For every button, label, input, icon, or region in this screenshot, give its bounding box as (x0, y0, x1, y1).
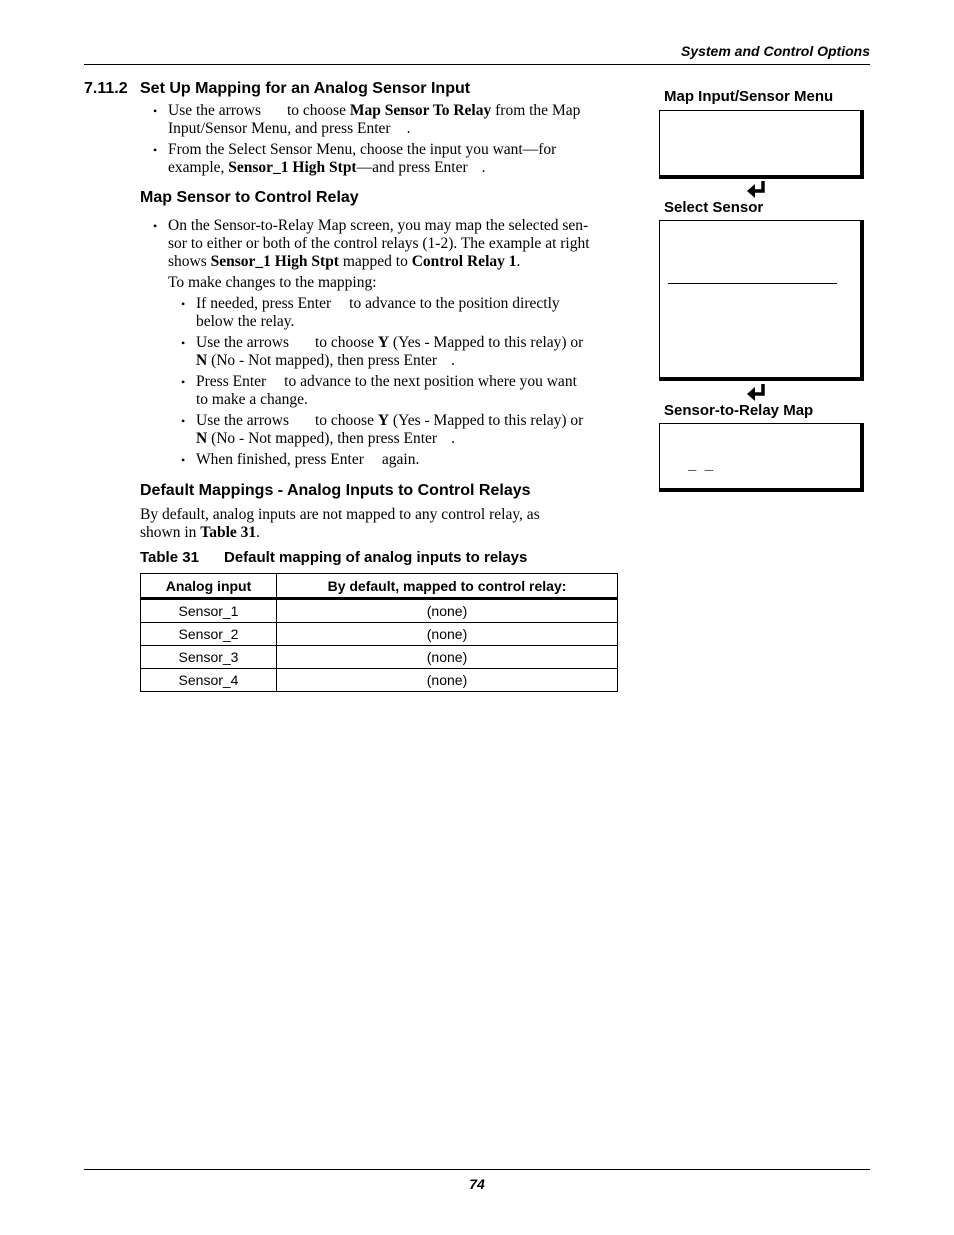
running-header: System and Control Options (680, 43, 870, 59)
section-bullet-list (140, 102, 660, 180)
section-title: Set Up Mapping for an Analog Sensor Input (140, 80, 471, 97)
table-header-row (141, 574, 618, 599)
list-item: • Press Enter to advance to the next position where you want to make a change. (168, 373, 658, 409)
table-cell: Sensor_3 (141, 646, 277, 669)
section-heading (84, 80, 470, 98)
table-number: Table 31 (140, 549, 199, 566)
enter-arrow-icon (746, 180, 768, 200)
selection-underline (668, 283, 837, 284)
list-item: • On the Sensor-to-Relay Map screen, you may map the selected sen- sor to either or both of the control relays (1-2). The example at right shows Sensor_1 High Stpt mapped to Control Relay 1. (140, 217, 660, 271)
column-header: By default, mapped to control relay: (277, 574, 618, 599)
table-cell: (none) (277, 669, 618, 692)
map-sensor-bullet-list (140, 217, 660, 274)
map-input-sensor-menu-label: Map Input/Sensor Menu (664, 88, 834, 105)
table-cell: (none) (277, 599, 618, 623)
footer-rule (84, 1169, 870, 1170)
enter-arrow-icon (746, 383, 768, 403)
page-number: 74 (469, 1176, 485, 1192)
table-caption (140, 549, 527, 566)
table-cell: Sensor_4 (141, 669, 277, 692)
list-item: • If needed, press Enter to advance to the position directly below the relay. (168, 295, 658, 331)
relay-position-markers: _ _ (688, 458, 714, 474)
table-row (141, 599, 618, 623)
map-input-sensor-menu-screen (659, 110, 864, 179)
table-title: Default mapping of analog inputs to relays (224, 549, 528, 566)
header-rule (84, 64, 870, 65)
table-cell: (none) (277, 623, 618, 646)
list-item: • Use the arrows to choose Y (Yes - Mapped to this relay) or N (No - Not mapped), then press Enter . (168, 412, 658, 448)
table-cell: Sensor_1 (141, 599, 277, 623)
table-cell: Sensor_2 (141, 623, 277, 646)
default-mappings-paragraph: By default, analog inputs are not mapped to any control relay, as shown in Table 31. (140, 506, 540, 541)
map-sensor-heading: Map Sensor to Control Relay (140, 189, 359, 206)
default-mappings-heading: Default Mappings - Analog Inputs to Control Relays (140, 482, 531, 499)
table-row (141, 669, 618, 692)
list-item: • When finished, press Enter again. (168, 451, 658, 469)
mapping-steps-list (168, 295, 658, 472)
select-sensor-label: Select Sensor (664, 199, 764, 216)
sensor-to-relay-map-label: Sensor-to-Relay Map (664, 402, 814, 419)
table-row (141, 646, 618, 669)
default-mapping-table (140, 573, 618, 692)
table-cell: (none) (277, 646, 618, 669)
list-item: • Use the arrows to choose Map Sensor To Relay from the Map Input/Sensor Menu, and press Enter . (140, 102, 660, 138)
sensor-to-relay-map-screen (659, 423, 864, 492)
select-sensor-screen (659, 220, 864, 381)
list-item: • From the Select Sensor Menu, choose the input you want—for example, Sensor_1 High Stpt—and press Enter . (140, 141, 660, 177)
column-header: Analog input (141, 574, 277, 599)
table-row (141, 623, 618, 646)
mapping-intro: To make changes to the mapping: (168, 274, 377, 291)
list-item: • Use the arrows to choose Y (Yes - Mapped to this relay) or N (No - Not mapped), then press Enter . (168, 334, 658, 370)
section-number: 7.11.2 (84, 80, 128, 97)
